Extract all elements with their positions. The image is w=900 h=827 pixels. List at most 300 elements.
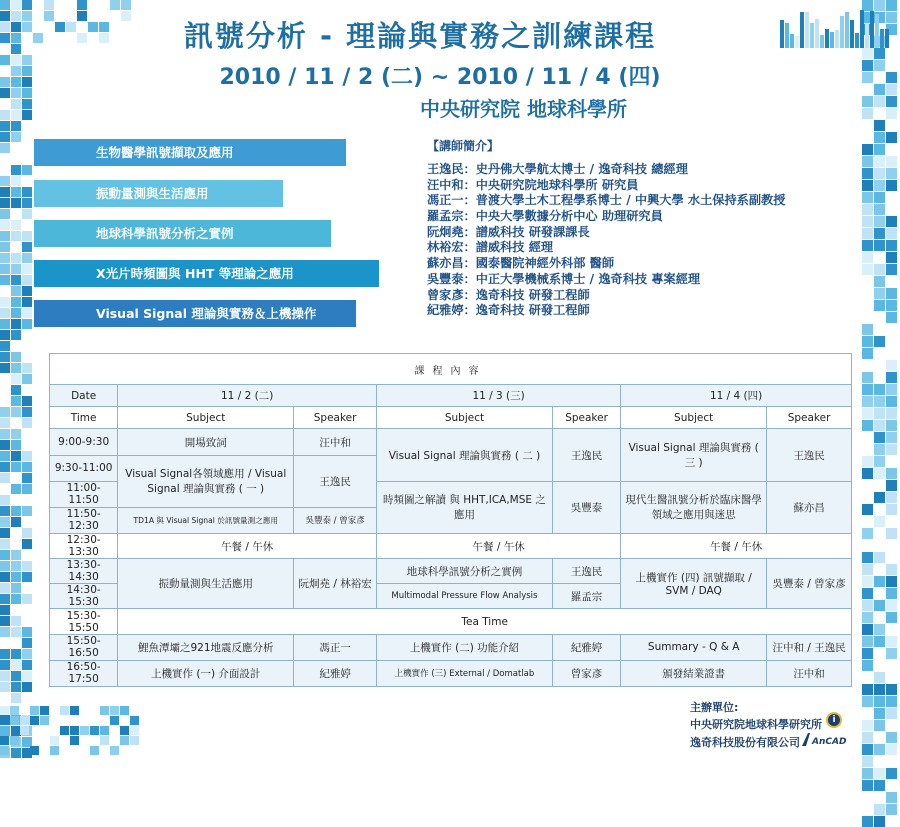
mosaic-tile	[11, 132, 21, 142]
mosaic-tile	[22, 748, 32, 758]
mosaic-tile	[874, 408, 885, 419]
mosaic-tile	[0, 528, 10, 538]
mosaic-tile	[0, 605, 10, 615]
mosaic-tile	[862, 624, 873, 635]
session-subject: 上機實作 (三) External / Domatlab	[377, 660, 553, 686]
mosaic-tile	[862, 336, 873, 347]
mosaic-tile	[11, 484, 21, 494]
mosaic-tile	[11, 11, 21, 21]
skyline-bar	[830, 32, 834, 48]
mosaic-tile	[0, 418, 10, 428]
mosaic-tile	[886, 432, 897, 443]
time-cell: 12:30-13:30	[50, 534, 118, 559]
mosaic-tile	[886, 12, 897, 23]
mosaic-tile	[0, 242, 10, 252]
mosaic-tile	[30, 706, 39, 715]
day-header: 11 / 4 (四)	[621, 385, 852, 407]
mosaic-tile	[0, 627, 10, 637]
mosaic-tile	[886, 480, 897, 491]
mosaic-tile	[0, 737, 10, 747]
mosaic-tile	[22, 110, 32, 120]
mosaic-tile	[874, 144, 885, 155]
mosaic-tile	[0, 275, 10, 285]
session-speaker: 羅孟宗	[552, 584, 620, 609]
mosaic-tile	[100, 726, 109, 735]
mosaic-tile	[862, 780, 873, 791]
mosaic-tile	[886, 768, 897, 779]
skyline-bar	[810, 23, 814, 48]
skyline-bar	[805, 12, 809, 48]
mosaic-tile	[22, 319, 32, 329]
ancad-logo-icon	[800, 730, 858, 748]
mosaic-tile	[886, 804, 897, 815]
skyline-bar	[835, 30, 839, 48]
mosaic-tile	[22, 407, 32, 417]
mosaic-tile	[886, 504, 897, 515]
mosaic-tile	[874, 672, 885, 683]
session-subject: 時頻圖之解讀 與 HHT,ICA,MSE 之應用	[377, 481, 553, 533]
mosaic-tile	[874, 720, 885, 731]
mosaic-tile	[22, 715, 32, 725]
mosaic-tile	[874, 780, 885, 791]
session-subject: 現代生醫訊號分析於臨床醫學領域之應用與迷思	[621, 481, 767, 533]
mosaic-tile	[30, 716, 39, 725]
mosaic-tile	[874, 0, 885, 11]
mosaic-tile	[886, 648, 897, 659]
session-speaker: 王逸民	[767, 429, 852, 481]
mosaic-tile	[130, 726, 139, 735]
lunch-break: 午餐 / 午休	[118, 534, 377, 559]
mosaic-tile	[22, 187, 32, 197]
instructor-item: 林裕宏：譜威科技 經理	[427, 240, 554, 255]
venue: 中央研究院 地球科學所	[420, 97, 627, 121]
mosaic-tile	[22, 484, 32, 494]
mosaic-tile	[11, 297, 21, 307]
mosaic-tile	[874, 36, 885, 47]
session-subject: Summary - Q & A	[621, 634, 767, 660]
mosaic-tile	[874, 168, 885, 179]
mosaic-tile	[0, 264, 10, 274]
mosaic-tile	[22, 308, 32, 318]
mosaic-tile	[0, 319, 10, 329]
session-subject: Multimodal Pressure Flow Analysis	[377, 584, 553, 609]
mosaic-tile	[11, 33, 21, 43]
mosaic-tile	[862, 396, 873, 407]
mosaic-tile	[11, 407, 21, 417]
mosaic-tile	[11, 660, 21, 670]
mosaic-tile	[0, 649, 10, 659]
mosaic-tile	[862, 696, 873, 707]
mosaic-tile	[44, 0, 54, 10]
mosaic-tile	[0, 0, 10, 10]
mosaic-tile	[11, 55, 21, 65]
mosaic-tile	[874, 636, 885, 647]
mosaic-tile	[886, 444, 897, 455]
mosaic-tile	[874, 216, 885, 227]
skyline-bar	[840, 16, 844, 48]
session-speaker: 王逸民	[552, 429, 620, 481]
mosaic-tile	[0, 121, 10, 131]
mosaic-tile	[11, 22, 21, 32]
mosaic-tile	[11, 77, 21, 87]
session-speaker: 紀雅婷	[294, 660, 377, 686]
mosaic-tile	[0, 209, 10, 219]
mosaic-tile	[22, 253, 32, 263]
mosaic-tile	[886, 468, 897, 479]
mosaic-tile	[50, 746, 59, 755]
mosaic-tile	[886, 108, 897, 119]
mosaic-tile	[11, 88, 21, 98]
mosaic-tile	[886, 24, 897, 35]
mosaic-tile	[60, 706, 69, 715]
mosaic-tile	[80, 726, 89, 735]
mosaic-tile	[886, 708, 897, 719]
mosaic-tile	[874, 456, 885, 467]
time-cell: 11:00-11:50	[50, 481, 118, 507]
mosaic-tile	[862, 564, 873, 575]
mosaic-tile	[0, 341, 10, 351]
mosaic-tile	[11, 715, 21, 725]
mosaic-tile	[22, 451, 32, 461]
mosaic-tile	[11, 275, 21, 285]
mosaic-tile	[11, 44, 21, 54]
mosaic-tile	[22, 275, 32, 285]
mosaic-tile	[862, 144, 873, 155]
skyline-bar	[850, 20, 854, 48]
mosaic-tile	[862, 504, 873, 515]
mosaic-tile	[22, 638, 32, 648]
mosaic-tile	[862, 816, 873, 827]
mosaic-tile	[886, 636, 897, 647]
mosaic-tile	[11, 561, 21, 571]
mosaic-tile	[886, 264, 897, 275]
mosaic-tile	[874, 744, 885, 755]
mosaic-tile	[0, 308, 10, 318]
mosaic-tile	[874, 816, 885, 827]
mosaic-tile	[862, 648, 873, 659]
skyline-bar	[820, 35, 824, 48]
mosaic-tile	[874, 192, 885, 203]
schedule-table	[49, 353, 852, 687]
mosaic-tile	[22, 418, 32, 428]
mosaic-tile	[862, 240, 873, 251]
mosaic-tile	[22, 77, 32, 87]
mosaic-tile	[22, 660, 32, 670]
mosaic-tile	[874, 120, 885, 131]
mosaic-tile	[862, 552, 873, 563]
mosaic-tile	[22, 627, 32, 637]
mosaic-tile	[886, 396, 897, 407]
mosaic-tile	[0, 0, 10, 10]
mosaic-tile	[11, 231, 21, 241]
instructor-list	[427, 162, 785, 319]
decorative-mosaic-left	[0, 0, 34, 758]
mosaic-tile	[11, 363, 21, 373]
mosaic-tile	[874, 84, 885, 95]
mosaic-tile	[862, 720, 873, 731]
mosaic-tile	[0, 330, 10, 340]
mosaic-tile	[0, 495, 10, 505]
mosaic-tile	[110, 746, 119, 755]
instructor-item: 吳豐泰：中正大學機械系博士 / 逸奇科技 專案經理	[427, 271, 701, 286]
mosaic-tile	[100, 706, 109, 715]
mosaic-tile	[60, 726, 69, 735]
mosaic-tile	[862, 0, 873, 11]
mosaic-tile	[886, 180, 897, 191]
mosaic-tile	[886, 528, 897, 539]
mosaic-tile	[862, 264, 873, 275]
mosaic-tile	[11, 737, 21, 747]
mosaic-tile	[886, 420, 897, 431]
session-speaker: 汪中和	[767, 660, 852, 686]
mosaic-tile	[874, 444, 885, 455]
mosaic-tile	[22, 88, 32, 98]
mosaic-tile	[11, 693, 21, 703]
mosaic-tile	[11, 451, 21, 461]
session-speaker: 紀雅婷	[552, 634, 620, 660]
mosaic-tile	[11, 396, 21, 406]
mosaic-tile	[0, 143, 10, 153]
mosaic-tile	[862, 48, 873, 59]
mosaic-tile	[874, 396, 885, 407]
mosaic-tile	[874, 300, 885, 311]
mosaic-tile	[0, 440, 10, 450]
mosaic-tile	[886, 84, 897, 95]
mosaic-tile	[22, 209, 32, 219]
mosaic-tile	[862, 108, 873, 119]
mosaic-tile	[862, 684, 873, 695]
organizer-heading: 主辦單位:	[690, 701, 739, 714]
mosaic-tile	[862, 156, 873, 167]
mosaic-tile	[22, 99, 32, 109]
mosaic-tile	[22, 528, 32, 538]
mosaic-tile	[0, 451, 10, 461]
session-speaker: 王逸民	[552, 559, 620, 584]
mosaic-tile	[22, 165, 32, 175]
mosaic-tile	[22, 561, 32, 571]
mosaic-tile	[862, 600, 873, 611]
speaker-header: Speaker	[294, 407, 377, 429]
session-subject: TD1A 與 Visual Signal 於訊號量測之應用	[118, 507, 294, 533]
mosaic-tile	[22, 297, 32, 307]
mosaic-tile	[0, 55, 10, 65]
session-speaker: 阮炯堯 / 林裕宏	[294, 559, 377, 609]
mosaic-tile	[874, 708, 885, 719]
mosaic-tile	[886, 684, 897, 695]
mosaic-tile	[886, 612, 897, 623]
mosaic-tile	[0, 473, 10, 483]
topic-bar: 地球科學訊號分析之實例	[34, 220, 331, 247]
mosaic-tile	[862, 384, 873, 395]
skyline-bar	[865, 23, 869, 48]
mosaic-tile	[874, 420, 885, 431]
skyline-bar	[880, 29, 884, 48]
mosaic-tile	[874, 96, 885, 107]
skyline-bar	[815, 19, 819, 48]
mosaic-tile	[874, 804, 885, 815]
mosaic-tile	[11, 506, 21, 516]
mosaic-tile	[0, 583, 10, 593]
mosaic-tile	[886, 240, 897, 251]
mosaic-tile	[120, 736, 129, 745]
organizer-name: 逸奇科技股份有限公司	[690, 736, 800, 749]
mosaic-tile	[11, 572, 21, 582]
mosaic-tile	[874, 552, 885, 563]
lunch-break: 午餐 / 午休	[621, 534, 852, 559]
mosaic-tile	[0, 363, 10, 373]
session-speaker: 王逸民	[294, 455, 377, 507]
mosaic-tile	[862, 72, 873, 83]
mosaic-tile	[22, 682, 32, 692]
mosaic-tile	[862, 60, 873, 71]
speaker-header: Speaker	[552, 407, 620, 429]
instructor-item: 紀雅婷：逸奇科技 研發工程師	[427, 303, 590, 318]
mosaic-tile	[11, 0, 21, 10]
mosaic-tile	[22, 198, 32, 208]
mosaic-tile	[886, 228, 897, 239]
schedule-caption: 課程內容	[50, 354, 852, 385]
subject-header: Subject	[377, 407, 553, 429]
mosaic-tile	[0, 736, 9, 745]
academia-sinica-logo-icon: i	[826, 712, 842, 728]
ancad-logo-text: AnCAD	[812, 737, 847, 747]
time-cell: 14:30-15:30	[50, 584, 118, 609]
session-subject: 頒發結業證書	[621, 660, 767, 686]
mosaic-tile	[0, 33, 10, 43]
mosaic-tile	[22, 539, 32, 549]
mosaic-tile	[886, 372, 897, 383]
mosaic-tile	[22, 264, 32, 274]
mosaic-tile	[11, 352, 21, 362]
skyline-bar	[875, 14, 879, 48]
mosaic-tile	[50, 736, 59, 745]
mosaic-tile	[11, 374, 21, 384]
session-subject: 鯉魚潭壩之921地震反應分析	[118, 634, 294, 660]
instructor-item: 曾家彥：逸奇科技 研發工程師	[427, 287, 590, 302]
mosaic-tile	[862, 576, 873, 587]
mosaic-tile	[862, 192, 873, 203]
session-subject: Visual Signal 理論與實務 ( 三 )	[621, 429, 767, 481]
mosaic-tile	[70, 736, 79, 745]
session-subject: 開場致詞	[118, 429, 294, 455]
lunch-break: 午餐 / 午休	[377, 534, 621, 559]
mosaic-tile	[22, 22, 32, 32]
mosaic-tile	[11, 594, 21, 604]
mosaic-tile	[11, 198, 21, 208]
mosaic-tile	[862, 456, 873, 467]
time-cell: 15:30-15:50	[50, 609, 118, 634]
mosaic-tile	[0, 561, 10, 571]
mosaic-tile	[886, 384, 897, 395]
mosaic-tile	[22, 396, 32, 406]
mosaic-tile	[11, 33, 21, 43]
skyline-bar	[870, 11, 874, 48]
skyline-bar	[800, 12, 804, 48]
mosaic-tile	[862, 732, 873, 743]
mosaic-tile	[22, 374, 32, 384]
mosaic-tile	[0, 187, 10, 197]
mosaic-tile	[886, 168, 897, 179]
mosaic-tile	[11, 726, 21, 736]
skyline-bar	[825, 29, 829, 48]
mosaic-tile	[874, 768, 885, 779]
day-header: 11 / 2 (二)	[118, 385, 377, 407]
mosaic-tile	[11, 99, 21, 109]
session-speaker: 汪中和	[294, 429, 377, 455]
mosaic-tile	[0, 506, 10, 516]
mosaic-tile	[20, 726, 29, 735]
mosaic-tile	[22, 649, 32, 659]
mosaic-tile	[0, 706, 9, 715]
mosaic-tile	[886, 360, 897, 371]
mosaic-tile	[22, 231, 32, 241]
time-cell: 15:50-16:50	[50, 634, 118, 660]
session-speaker: 蘇亦昌	[767, 481, 852, 533]
mosaic-tile	[22, 363, 32, 373]
time-cell: 16:50-17:50	[50, 660, 118, 686]
mosaic-tile	[0, 715, 10, 725]
mosaic-tile	[862, 612, 873, 623]
mosaic-tile	[0, 11, 10, 21]
mosaic-tile	[11, 22, 21, 32]
mosaic-tile	[22, 66, 32, 76]
mosaic-tile	[0, 198, 10, 208]
mosaic-tile	[886, 96, 897, 107]
mosaic-tile	[874, 12, 885, 23]
mosaic-tile	[11, 583, 21, 593]
mosaic-tile	[0, 176, 10, 186]
mosaic-tile	[40, 706, 49, 715]
mosaic-tile	[22, 473, 32, 483]
mosaic-tile	[130, 716, 139, 725]
subject-header: Subject	[621, 407, 767, 429]
session-subject: 上機實作 (四) 訊號擷取 / SVM / DAQ	[621, 559, 767, 609]
mosaic-tile	[22, 572, 32, 582]
mosaic-tile	[874, 156, 885, 167]
session-speaker: 吳豐泰 / 曾家彥	[294, 507, 377, 533]
mosaic-tile	[22, 286, 32, 296]
mosaic-tile	[0, 594, 10, 604]
mosaic-tile	[886, 732, 897, 743]
mosaic-tile	[874, 180, 885, 191]
mosaic-tile	[0, 220, 10, 230]
instructor-item: 王逸民：史丹佛大學航太博士 / 逸奇科技 總經理	[427, 162, 688, 176]
mosaic-tile	[11, 616, 21, 626]
mosaic-tile	[0, 77, 10, 87]
mosaic-tile	[11, 748, 21, 758]
mosaic-tile	[0, 671, 10, 681]
session-speaker: 吳豐泰 / 曾家彥	[767, 559, 852, 609]
mosaic-tile	[22, 242, 32, 252]
mosaic-tile	[120, 726, 129, 735]
mosaic-tile	[874, 516, 885, 527]
mosaic-tile	[10, 716, 19, 725]
mosaic-tile	[11, 429, 21, 439]
mosaic-tile	[862, 228, 873, 239]
mosaic-tile	[886, 600, 897, 611]
mosaic-tile	[11, 627, 21, 637]
skyline-bar	[860, 10, 864, 48]
instructor-item: 汪中和：中央研究院地球科學所 研究員	[427, 177, 639, 192]
mosaic-tile	[874, 288, 885, 299]
mosaic-tile	[10, 706, 19, 715]
mosaic-tile	[22, 594, 32, 604]
mosaic-tile	[862, 660, 873, 671]
time-cell: 9:30-11:00	[50, 455, 118, 481]
mosaic-tile	[10, 736, 19, 745]
decorative-skyline-bottom-left	[0, 706, 150, 758]
instructor-item: 馮正一：普渡大學土木工程學系博士 / 中興大學 水土保持系副教授	[427, 193, 786, 208]
